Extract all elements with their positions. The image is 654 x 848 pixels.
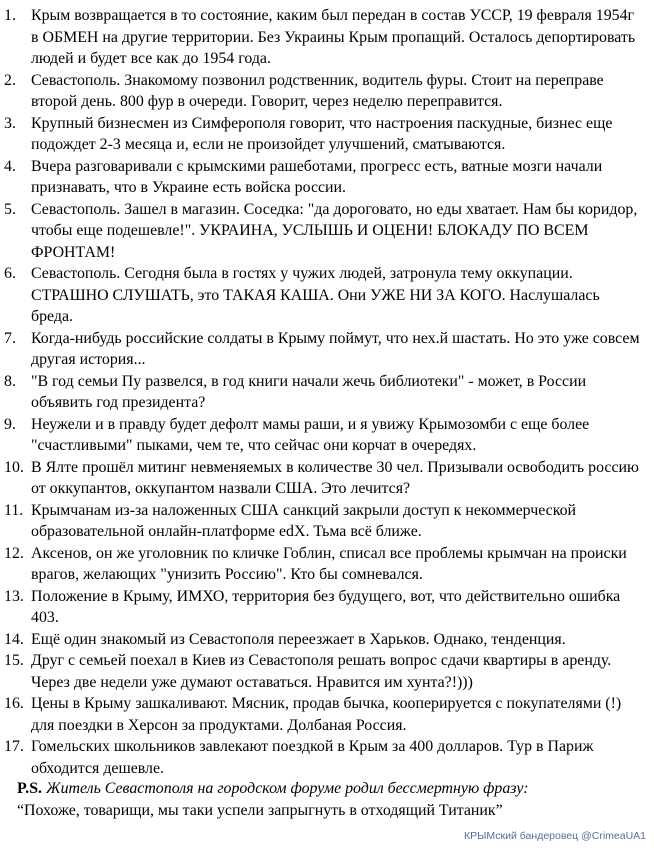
list-item (4, 650, 644, 693)
list-item (4, 371, 644, 414)
list-item (4, 500, 644, 543)
list-item (4, 156, 644, 199)
item-text: Друг с семьей поехал в Киев из Севастополя решать вопрос сдачи квартиры в аренду. Через две недели уже думают оставаться. Нравится им хунта?!))) (31, 652, 612, 691)
list-item (4, 414, 644, 457)
list-item (4, 5, 644, 70)
item-number: 15. (4, 652, 24, 669)
item-text: Крым возвращается в то состояние, каким был передан в состав УССР, 19 февраля 1954г в ОБМЕН на другие территории. Без Украины Крым пропащий. Осталось депортировать людей и будет все как до 1954 года. (31, 7, 636, 67)
item-text: Положение в Крыму, ИМХО, территория без будущего, вот, что действительно ошибка 403. (31, 587, 621, 626)
list-item (4, 543, 644, 586)
item-number: 9. (4, 415, 16, 433)
ps-quote: “Похоже, товарищи, мы таки успели запрыгнуть в отходящий Титаник” (17, 801, 503, 819)
item-number: 3. (4, 114, 16, 132)
item-number: 10. (4, 458, 24, 476)
author-watermark: КРЫМский бандеровец @CrimeaUA1 (464, 830, 646, 842)
list-item (4, 736, 644, 779)
item-text: Крупный бизнесмен из Симферополя говорит, что настроения паскудные, бизнес еще подождет 2-3 месяца и, если не произойдет улучшений, сматываются. (31, 114, 613, 153)
item-number: 8. (4, 372, 16, 390)
item-text: В Ялте прошёл митинг невменяемых в количестве 30 чел. Призывали освободить россию от оккупантов, оккупантом назвали США. Это лечится? (31, 458, 639, 497)
item-number: 5. (4, 200, 16, 218)
item-number: 14. (4, 630, 24, 648)
item-number: 16. (4, 695, 24, 712)
item-text: Неужели и в правду будет дефолт мамы раши, и я увижу Крымозомби с еще более "счастливыми" пыками, чем те, что сейчас они корчат в очередях. (31, 415, 590, 454)
item-text: Севастополь. Знакомому позвонил родственник, водитель фуры. Стоит на переправе второй день. 800 фур в очереди. Говорит, через неделю переправится. (31, 71, 604, 110)
list-item (4, 328, 644, 371)
ps-intro: Житель Севастополя на городском форуме родил бессмертную фразу: (46, 780, 529, 797)
item-text: Крымчанам из-за наложенных США санкций закрыли доступ к некоммерческой образовательной онлайн-платформе edX. Тьма всё ближе. (31, 501, 577, 540)
list-item (4, 263, 644, 328)
news-list (4, 5, 644, 779)
item-number: 1. (4, 7, 16, 24)
list-item (4, 199, 644, 264)
item-text: Вчера разговаривали с крымскими рашеботами, прогресс есть, ватные мозги начали признавать, что в Украине есть войска россии. (31, 157, 603, 196)
item-number: 7. (4, 329, 16, 347)
list-item (4, 113, 644, 156)
item-text: "В год семьи Пу развелся, в год книги начали жечь библиотеки" - может, в России объявить год президента? (31, 372, 587, 411)
list-item (4, 629, 644, 651)
item-number: 17. (4, 738, 24, 755)
list-item (4, 586, 644, 629)
item-number: 6. (4, 265, 16, 282)
item-number: 13. (4, 587, 24, 605)
item-text: Севастополь. Зашел в магазин. Соседка: "да дороговато, но еды хватает. Нам бы коридор, чтобы еще подешевле!". УКРАИНА, УСЛЫШЬ И ОЦЕНИ! БЛОКАДУ ПО ВСЕМ ФРОНТАМ! (31, 200, 638, 261)
item-number: 4. (4, 157, 16, 175)
item-text: Севастополь. Сегодня была в гостях у чужих людей, затронула тему оккупации. СТРАШНО СЛУШАТЬ, это ТАКАЯ КАША. Они УЖЕ НИ ЗА КОГО. Наслушалась бреда. (31, 265, 600, 325)
list-item (4, 70, 644, 113)
item-number: 12. (4, 544, 24, 562)
postscript (17, 778, 637, 821)
list-item (4, 457, 644, 500)
item-text: Ещё один знакомый из Севастополя переезжает в Харьков. Однако, тенденция. (31, 630, 566, 648)
item-text: Гомельских школьников завлекают поездкой в Крым за 400 долларов. Тур в Париж обходится дешевле. (31, 738, 594, 777)
item-text: Цены в Крыму зашкаливают. Мясник, продав бычка, кооперируется с покупателями (!) для поездки в Херсон за продуктами. Долбаная Россия. (31, 695, 622, 734)
list-item (4, 693, 644, 736)
item-number: 2. (4, 71, 16, 89)
item-text: Когда-нибудь российские солдаты в Крыму поймут, что нех.й шастать. Но это уже совсем другая история... (31, 329, 640, 368)
ps-label: P.S. (17, 780, 43, 797)
item-text: Аксенов, он же уголовник по кличке Гоблин, списал все проблемы крымчан на происки врагов, желающих "унизить Россию". Кто бы сомневался. (31, 544, 627, 583)
item-number: 11. (4, 501, 24, 519)
